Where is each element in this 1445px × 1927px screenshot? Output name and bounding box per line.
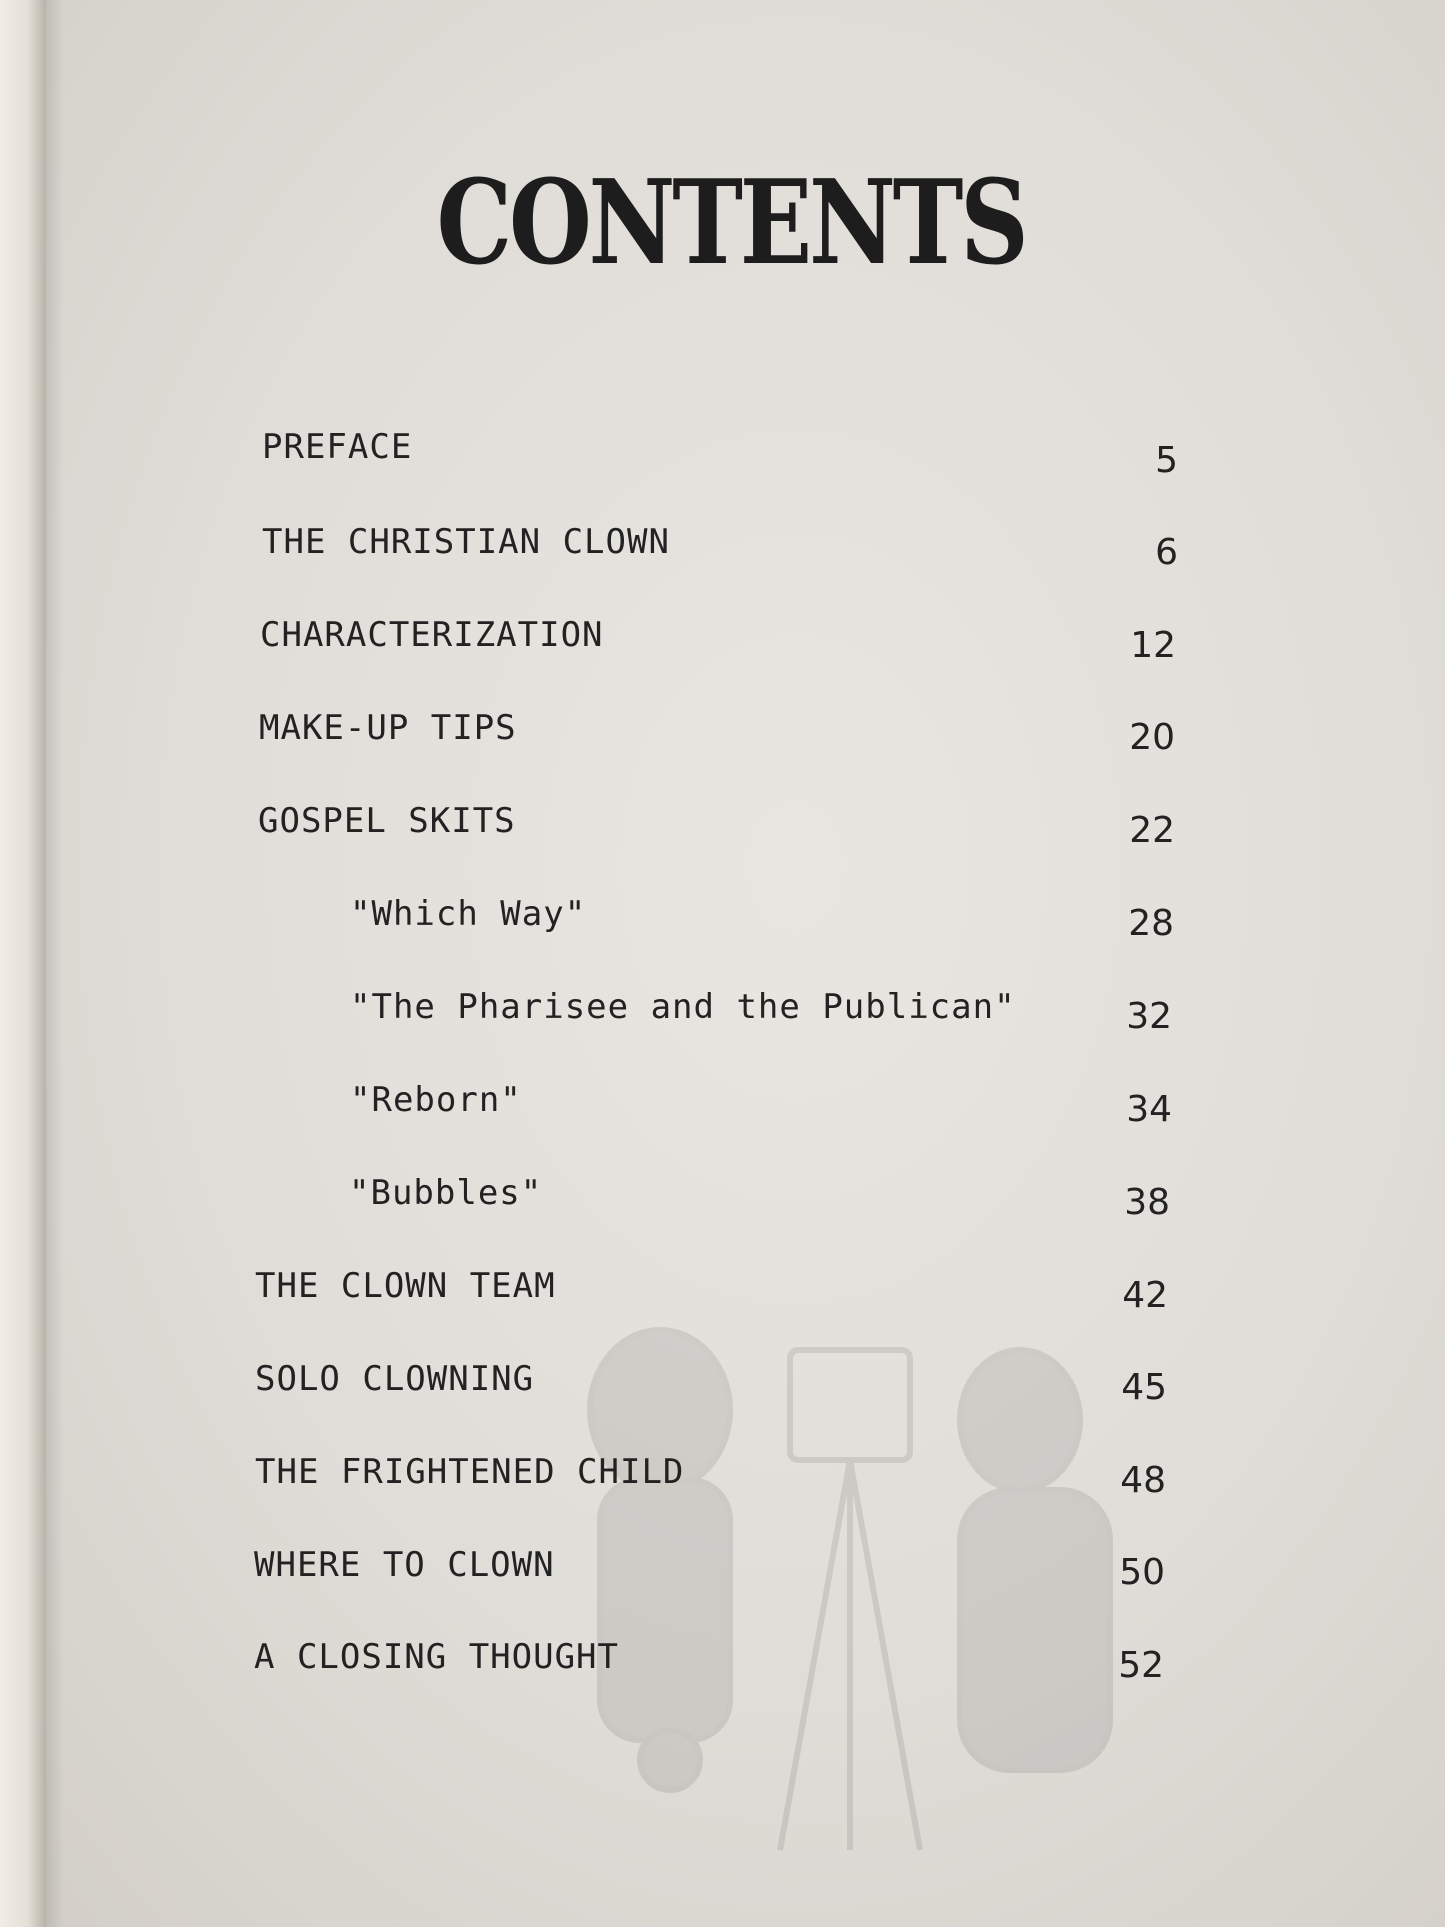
- toc-entry-title: CHARACTERIZATION: [260, 615, 604, 655]
- contents-heading: CONTENTS: [436, 155, 1026, 291]
- toc-entry-page: 22: [1129, 810, 1175, 851]
- toc-entry-page: 38: [1124, 1182, 1170, 1223]
- toc-subentry-title: "The Pharisee and the Publican": [350, 987, 1016, 1027]
- toc-entry-page: 50: [1119, 1552, 1165, 1593]
- toc-entry-title: A CLOSING THOUGHT: [254, 1637, 619, 1677]
- toc-entry-title: GOSPEL SKITS: [258, 801, 516, 841]
- toc-entry-title: THE CHRISTIAN CLOWN: [262, 522, 670, 562]
- toc-entry-page: 6: [1155, 532, 1178, 573]
- toc-entry-title: MAKE-UP TIPS: [259, 708, 517, 748]
- toc-entry-title: THE CLOWN TEAM: [255, 1266, 556, 1306]
- toc-entry-page: 42: [1122, 1275, 1168, 1316]
- toc-subentry-title: "Bubbles": [349, 1173, 543, 1213]
- toc-subentry-title: "Which Way": [350, 894, 587, 934]
- toc-entry-page: 28: [1128, 903, 1174, 944]
- toc-entry-page: 32: [1126, 996, 1172, 1037]
- toc-entry-page: 45: [1121, 1367, 1167, 1408]
- toc-entry-page: 48: [1120, 1460, 1166, 1501]
- toc-subentry-title: "Reborn": [350, 1080, 522, 1120]
- toc-entry-page: 20: [1129, 717, 1175, 758]
- toc-entry-title: SOLO CLOWNING: [255, 1359, 535, 1399]
- toc-entry-page: 52: [1118, 1645, 1164, 1686]
- toc-entry-page: 34: [1126, 1089, 1172, 1130]
- toc-entry-title: WHERE TO CLOWN: [254, 1545, 555, 1585]
- toc-entry-page: 5: [1155, 440, 1178, 481]
- toc-entry-title: THE FRIGHTENED CHILD: [255, 1452, 685, 1492]
- toc-entry-page: 12: [1130, 625, 1176, 666]
- toc-entry-title: PREFACE: [262, 427, 413, 467]
